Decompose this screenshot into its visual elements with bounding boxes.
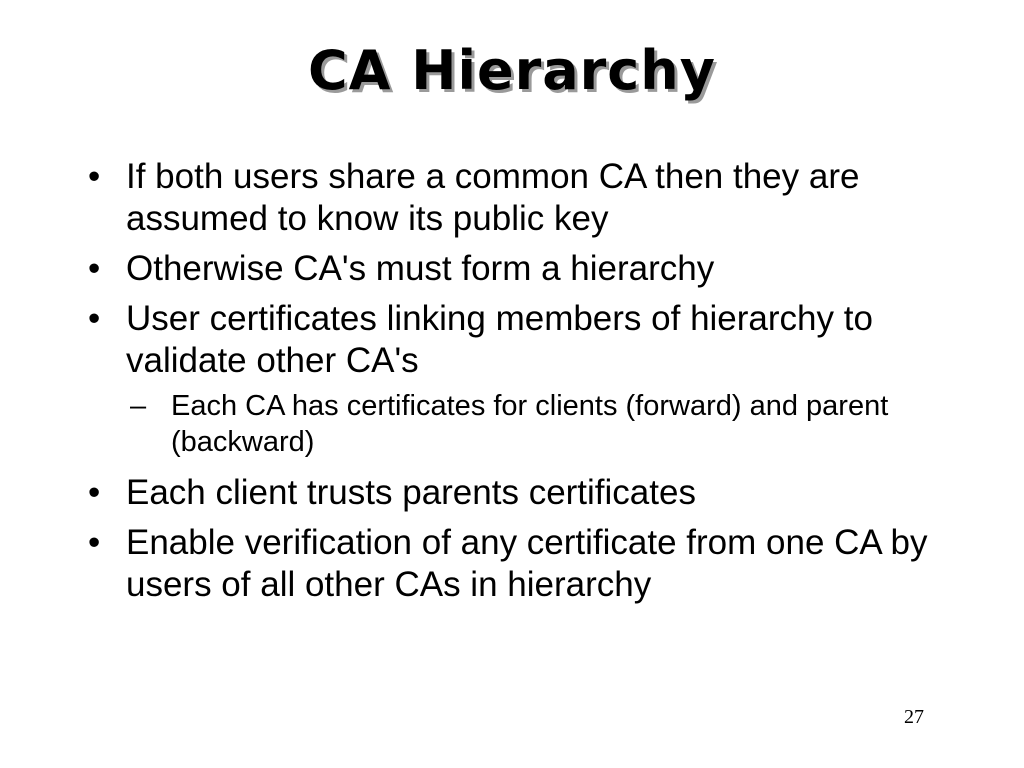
- dash-marker: –: [130, 390, 147, 422]
- bullet-text: Enable verification of any certificate from one CA by users of all other CAs in hierarchy: [126, 523, 928, 604]
- slide-title: CA Hierarchy: [308, 39, 716, 102]
- bullet-item-2: [88, 248, 988, 290]
- sub-bullet-text: Each CA has certificates for clients (forward) and parent (backward): [171, 390, 889, 458]
- bullet-marker: •: [88, 473, 101, 512]
- bullet-item-1: [88, 156, 988, 240]
- bullet-text: User certificates linking members of hierarchy to validate other CA's: [126, 299, 873, 380]
- bullet-item-4: [88, 472, 988, 514]
- bullet-text: Otherwise CA's must form a hierarchy: [126, 249, 715, 288]
- bullet-marker: •: [88, 249, 101, 288]
- bullet-marker: •: [88, 299, 101, 338]
- page-number: 27: [904, 706, 924, 728]
- bullet-list: [88, 156, 988, 614]
- bullet-item-3: [88, 298, 988, 382]
- bullet-item-5: [88, 522, 988, 606]
- bullet-text: If both users share a common CA then they are assumed to know its public key: [126, 157, 860, 238]
- bullet-text: Each client trusts parents certificates: [126, 473, 696, 512]
- sub-bullet-item-1: [130, 388, 988, 460]
- bullet-marker: •: [88, 523, 101, 562]
- bullet-marker: •: [88, 157, 101, 196]
